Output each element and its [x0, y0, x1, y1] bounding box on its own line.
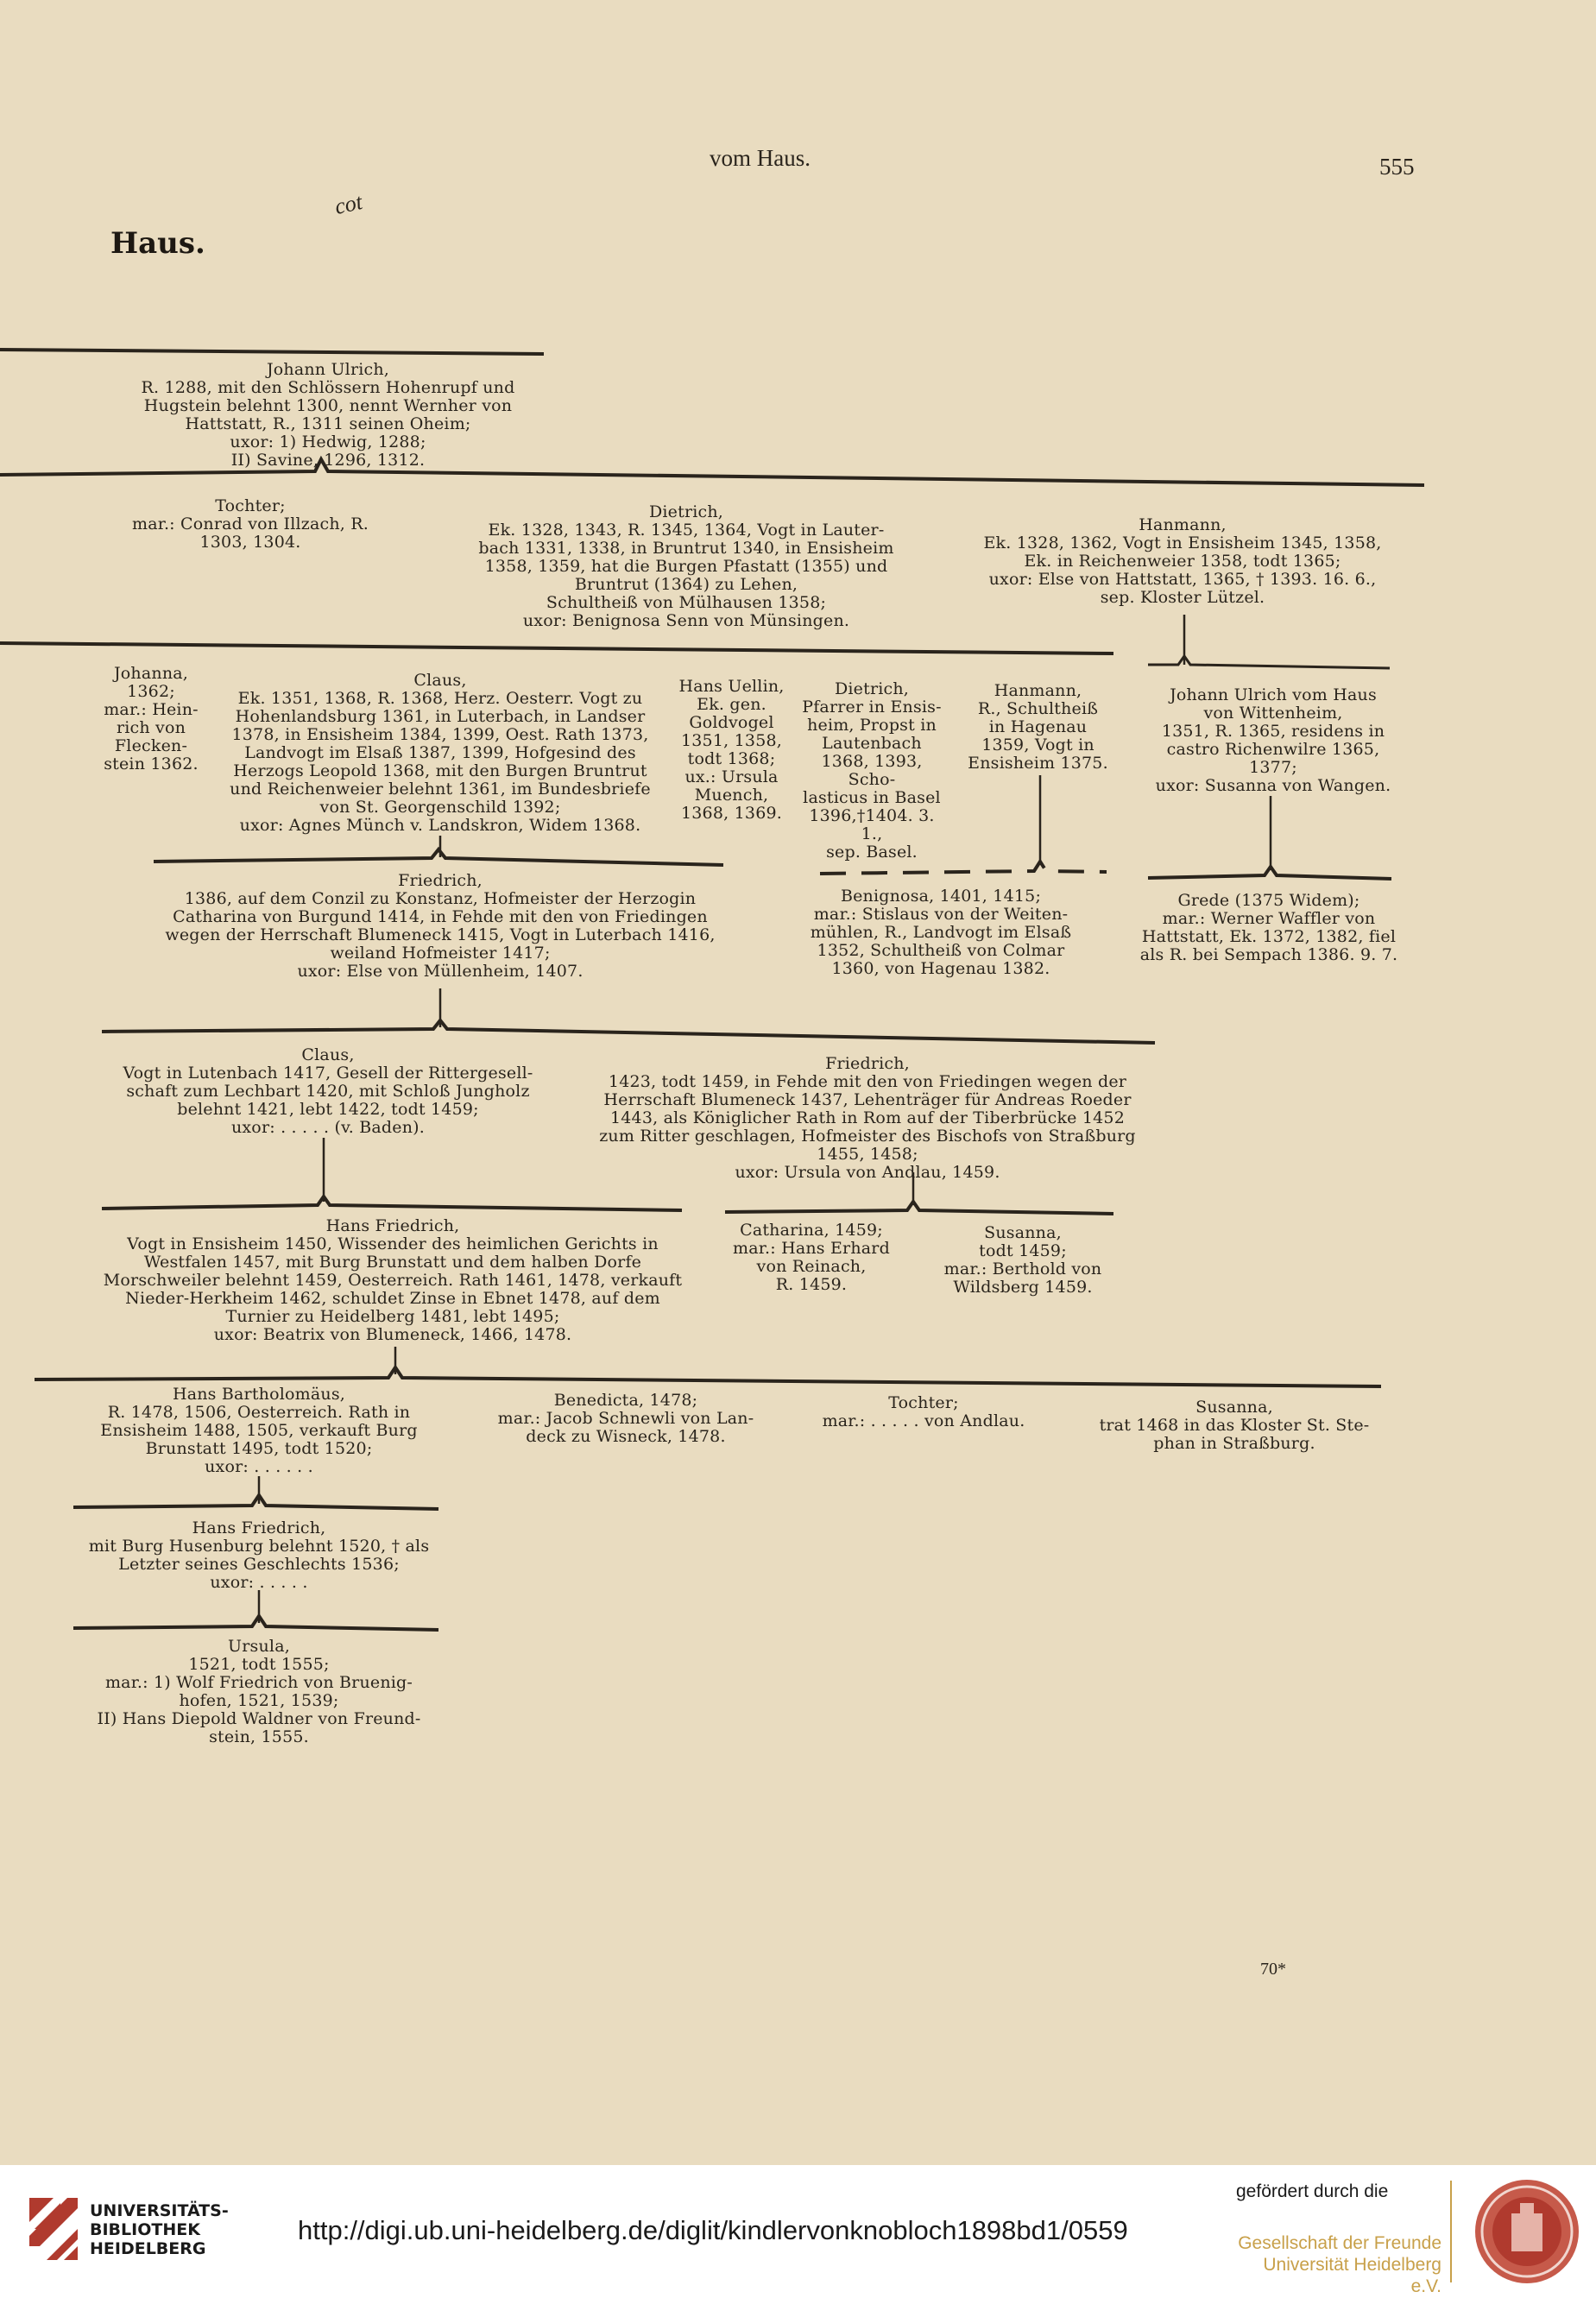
entry-ursula: Ursula, 1521, todt 1555; mar.: 1) Wolf Friedrich von Bruenig- hofen, 1521, 1539; II) Hans Diepold Waldner von Freund- stein, 1555.	[97, 1637, 421, 1746]
entry-benignosa: Benignosa, 1401, 1415; mar.: Stislaus von der Weiten- mühlen, R., Landvogt im Elsaß 1352, Schultheiß von Colmar 1360, von Hagenau 1382.	[810, 887, 1072, 978]
entry-hans-uellin: Hans Uellin, Ek. gen. Goldvogel 1351, 1358, todt 1368; ux.: Ursula Muench, 1368, 1369.	[678, 677, 785, 823]
entry-grede: Grede (1375 Widem); mar.: Werner Waffler von Hattstatt, Ek. 1372, 1382, fiel als R. bei Sempach 1386. 9. 7.	[1139, 891, 1398, 964]
entry-hans-friedrich-2: Hans Friedrich, mit Burg Husenburg belehnt 1520, † als Letzter seines Geschlechts 1536; uxor: . . . . .	[88, 1518, 430, 1592]
entry-tochter-1: Tochter; mar.: Conrad von Illzach, R. 1303, 1304.	[132, 496, 369, 552]
entry-susanna-1: Susanna, todt 1459; mar.: Berthold von Wildsberg 1459.	[943, 1223, 1102, 1297]
margin-note: cot	[332, 189, 365, 219]
page-number: 555	[1379, 154, 1415, 180]
entry-claus-2: Claus, Vogt in Lutenbach 1417, Gesell der Rittergesell- schaft zum Lechbart 1420, mit Schloß Jungholz belehnt 1421, lebt 1422, todt 1459; uxor: . . . . . (v. Baden).	[123, 1045, 533, 1137]
library-name: UNIVERSITÄTS- BIBLIOTHEK HEIDELBERG	[90, 2201, 229, 2258]
university-seal-icon	[1473, 2177, 1581, 2286]
entry-catharina: Catharina, 1459; mar.: Hans Erhard von Reinach, R. 1459.	[733, 1221, 890, 1294]
entry-tochter-2: Tochter; mar.: . . . . . von Andlau.	[822, 1393, 1025, 1430]
sponsor-intro: gefördert durch die	[1236, 2181, 1389, 2201]
entry-johann-ulrich-2: Johann Ulrich vom Haus von Wittenheim, 1351, R. 1365, residens in castro Richenwilre 1365, 1377; uxor: Susanna von Wangen.	[1155, 685, 1391, 795]
running-title: vom Haus.	[710, 145, 811, 171]
entry-susanna-2: Susanna, trat 1468 in das Kloster St. Ste- phan in Straßburg.	[1099, 1398, 1370, 1453]
page-title: Haus.	[110, 226, 205, 261]
entry-claus-1: Claus, Ek. 1351, 1368, R. 1368, Herz. Oesterr. Vogt zu Hohenlandsburg 1361, in Luterbach, in Landser 1378, in Ensisheim 1384, 1399, Oest. Rath 1373, Landvogt im Elsaß 1387, 1399, Hofgesind des Herzogs Leopold 1368, mit den Burgen Bruntrut und Reichenweier belehnt 1361, im Bundesbriefe von St. Georgenschild 1392; uxor: Agnes Münch v. Landskron, Widem 1368.	[230, 671, 651, 835]
entry-friedrich-2: Friedrich, 1423, todt 1459, in Fehde mit den von Friedingen wegen der Herrschaft Blumeneck 1437, Lehenträger für Andreas Roeder 1443, als Königlicher Rath in Rom auf der Tiberbrücke 1452 zum Ritter geschlagen, Hofmeister des Bischofs von Straßburg 1455, 1458; uxor: Ursula von Andlau, 1459.	[599, 1054, 1136, 1182]
entry-johanna: Johanna, 1362; mar.: Hein- rich von Flecken- stein 1362.	[104, 664, 199, 773]
university-logo-icon	[26, 2194, 81, 2263]
plate-number: 70*	[1260, 1960, 1286, 1979]
entry-hans-friedrich-1: Hans Friedrich, Vogt in Ensisheim 1450, Wissender des heimlichen Gerichts in Westfalen 1457, mit Burg Brunstatt und dem halben Dorfe Morschweiler belehnt 1459, Oesterreich. Rath 1461, 1478, verkauft Nieder-Herkheim 1462, schuldet Zinse in Ebnet 1478, auf dem Turnier zu Heidelberg 1481, lebt 1495; uxor: Beatrix von Blumeneck, 1466, 1478.	[103, 1216, 683, 1344]
sponsor-name: Gesellschaft der Freunde Universität Heidelberg e.V.	[1238, 2233, 1441, 2296]
entry-hanmann-1: Hanmann, Ek. 1328, 1362, Vogt in Ensisheim 1345, 1358, Ek. in Reichenweier 1358, todt 1365; uxor: Else von Hattstatt, 1365, † 1393. 16. 6., sep. Kloster Lützel.	[983, 515, 1382, 607]
entry-dietrich-2: Dietrich, Pfarrer in Ensis- heim, Propst in Lautenbach 1368, 1393, Scho- lasticus in Basel 1396,†1404. 3. 1., sep. Basel.	[802, 679, 942, 862]
entry-hanmann-2: Hanmann, R., Schultheiß in Hagenau 1359, Vogt in Ensisheim 1375.	[968, 681, 1108, 773]
entry-benedicta: Benedicta, 1478; mar.: Jacob Schnewli von Lan- deck zu Wisneck, 1478.	[497, 1391, 754, 1446]
entry-johann-ulrich: Johann Ulrich, R. 1288, mit den Schlössern Hohenrupf und Hugstein belehnt 1300, nennt Wernher von Hattstatt, R., 1311 seinen Oheim; uxor: 1) Hedwig, 1288; II) Savine, 1296, 1312.	[141, 360, 515, 470]
entry-hans-bartholomaeus: Hans Bartholomäus, R. 1478, 1506, Oesterreich. Rath in Ensisheim 1488, 1505, verkauft Burg Brunstatt 1495, todt 1520; uxor: . . . . . .	[100, 1385, 418, 1476]
entry-friedrich-1: Friedrich, 1386, auf dem Conzil zu Konstanz, Hofmeister der Herzogin Catharina von Burgund 1414, in Fehde mit den von Friedingen wegen der Herrschaft Blumeneck 1415, Vogt in Luterbach 1416, weiland Hofmeister 1417; uxor: Else von Müllenheim, 1407.	[165, 871, 716, 981]
footer-divider	[1450, 2181, 1452, 2282]
footer-bar	[0, 2165, 1596, 2298]
entry-dietrich-1: Dietrich, Ek. 1328, 1343, R. 1345, 1364, Vogt in Lauter- bach 1331, 1338, in Bruntrut 1340, in Ensisheim 1358, 1359, hat die Burgen Pfastatt (1355) und Bruntrut (1364) zu Lehen, Schultheiß von Mülhausen 1358; uxor: Benignosa Senn von Münsingen.	[478, 502, 894, 630]
source-url-link[interactable]: http://digi.ub.uni-heidelberg.de/diglit/kindlervonknobloch1898bd1/0559	[298, 2215, 1128, 2245]
